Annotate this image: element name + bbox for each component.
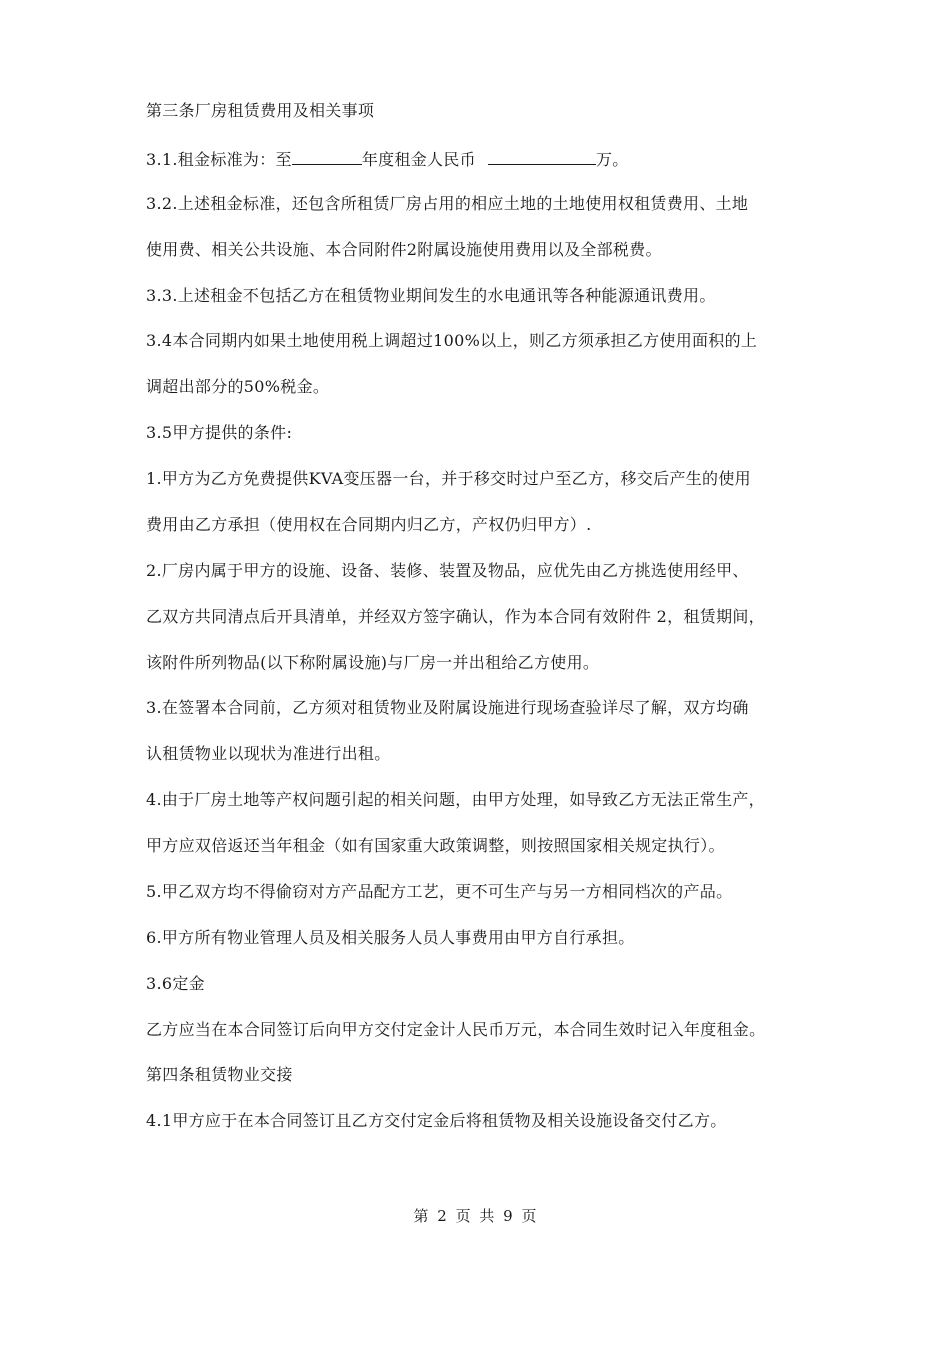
- paragraph-line: 认租赁物业以现状为准进行出租。: [146, 744, 391, 763]
- subsection-heading: 3.5甲方提供的条件:: [146, 423, 293, 442]
- paragraph-line: 6.甲方所有物业管理人员及相关服务人员人事费用由甲方自行承担。: [146, 928, 635, 947]
- rent-line-middle: 年度租金人民币: [361, 150, 476, 169]
- paragraph-line: 3.在签署本合同前，乙方须对租赁物业及附属设施进行现场查验详尽了解，双方均确: [146, 698, 749, 717]
- paragraph-line: 4.1甲方应于在本合同签订且乙方交付定金后将租赁物及相关设施设备交付乙方。: [146, 1111, 727, 1130]
- paragraph-line: 乙双方共同清点后开具清单，并经双方签字确认，作为本合同有效附件 2，租赁期间，: [146, 607, 765, 626]
- rent-standard-line: [146, 148, 629, 168]
- paragraph-line: 费用由乙方承担（使用权在合同期内归乙方，产权仍归甲方）.: [146, 515, 592, 534]
- paragraph-line: 甲方应双倍返还当年租金（如有国家重大政策调整，则按照国家相关规定执行）。: [146, 836, 725, 855]
- section-heading: 第三条厂房租赁费用及相关事项: [146, 101, 375, 120]
- paragraph-line: 2.厂房内属于甲方的设施、设备、装修、装置及物品，应优先由乙方挑选使用经甲、: [146, 561, 749, 580]
- paragraph-line: 1.甲方为乙方免费提供KVA变压器一台，并于移交时过户至乙方，移交后产生的使用: [146, 469, 751, 488]
- year-blank[interactable]: [292, 148, 362, 165]
- amount-blank[interactable]: [488, 148, 596, 165]
- paragraph-line: 3.4本合同期内如果土地使用税上调超过100%以上，则乙方须承担乙方使用面积的上: [146, 331, 758, 350]
- paragraph-line: 乙方应当在本合同签订后向甲方交付定金计人民币万元，本合同生效时记入年度租金。: [146, 1020, 766, 1039]
- paragraph-line: 调超出部分的50%税金。: [146, 377, 330, 396]
- rent-line-suffix: 万。: [595, 150, 629, 169]
- page-number: 第 2 页 共 9 页: [413, 1207, 537, 1225]
- paragraph-line: 该附件所列物品(以下称附属设施)与厂房一并出租给乙方使用。: [146, 653, 600, 672]
- paragraph-line: 4.由于厂房土地等产权问题引起的相关问题，由甲方处理，如导致乙方无法正常生产，: [146, 790, 765, 809]
- paragraph-line: 3.3.上述租金不包括乙方在租赁物业期间发生的水电通讯等各种能源通讯费用。: [146, 286, 716, 305]
- section-heading: 第四条租赁物业交接: [146, 1065, 293, 1084]
- paragraph-line: 5.甲乙双方均不得偷窃对方产品配方工艺，更不可生产与另一方相同档次的产品。: [146, 882, 733, 901]
- subsection-heading: 3.6定金: [146, 974, 205, 993]
- paragraph-line: 使用费、相关公共设施、本合同附件2附属设施使用费用以及全部税费。: [146, 240, 662, 259]
- rent-line-prefix: 3.1.租金标准为：至: [146, 150, 292, 169]
- paragraph-line: 3.2.上述租金标准，还包含所租赁厂房占用的相应土地的土地使用权租赁费用、土地: [146, 194, 749, 213]
